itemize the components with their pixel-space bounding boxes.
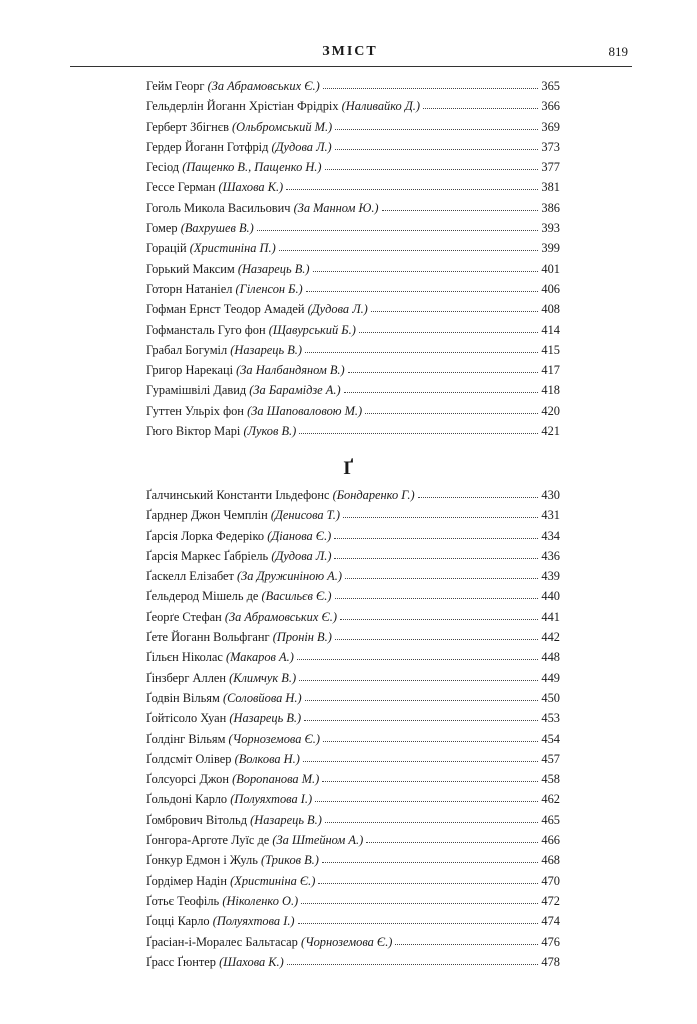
dot-leader	[322, 780, 538, 782]
toc-entry-text	[146, 279, 303, 299]
toc-entry-page: 440	[541, 589, 560, 604]
dot-leader	[299, 432, 538, 434]
toc-entry-page: 420	[541, 403, 560, 418]
toc-entry-page: 430	[541, 488, 560, 502]
toc-entry	[146, 485, 560, 505]
toc-entry-name: Ґольдоні Карло	[146, 792, 228, 807]
toc-entry	[146, 729, 560, 749]
toc-entry-name: Ґрасіан-і-Моралес Бальтасар	[146, 934, 298, 949]
toc-entry-author: (Чорноземова Є.)	[228, 731, 321, 746]
toc-entry	[146, 137, 560, 157]
toc-entry-name: Грабал Богуміл	[146, 342, 228, 357]
toc-entry-text	[146, 566, 342, 586]
dot-leader	[318, 882, 538, 884]
toc-entry-name: Гесіод	[146, 160, 180, 175]
toc-entry	[146, 749, 560, 769]
toc-entry-page: 406	[541, 281, 560, 296]
toc-entry-text	[146, 137, 332, 157]
toc-entry-author: (Васильєв Є.)	[261, 589, 332, 604]
toc-entry-page: 415	[541, 342, 560, 357]
toc-entry-page: 377	[541, 160, 560, 175]
toc-entry-author: (За Налбандяном В.)	[236, 363, 345, 378]
toc-entry-text	[146, 789, 312, 809]
toc-entry	[146, 401, 560, 421]
toc-entry-author: (За Абрамовських Є.)	[207, 79, 320, 93]
dot-leader	[313, 270, 539, 272]
toc-entry-page: 366	[541, 99, 560, 114]
toc-entry-page: 431	[541, 508, 560, 523]
toc-entry-name: Ґолсуорсі Джон	[146, 772, 229, 787]
toc-entry-text	[146, 952, 284, 972]
toc-entry-text	[146, 157, 322, 177]
toc-entry-name: Гердер Йоганн Готфрід	[146, 139, 269, 154]
toc-entry-name: Ґолдсміт Олівер	[146, 751, 232, 766]
toc-entry	[146, 688, 560, 708]
toc-entry	[146, 421, 560, 441]
toc-entry-text	[146, 401, 362, 421]
section-letter: Ґ	[343, 458, 354, 479]
toc-entry-author: (Дудова Л.)	[271, 139, 332, 154]
toc-entry-text	[146, 627, 332, 647]
toc-entry-page: 474	[541, 914, 560, 929]
toc-entry-name: Гельдерлін Йоганн Хрістіан Фрідріх	[146, 99, 339, 114]
dot-leader	[279, 249, 539, 251]
toc-entry-page: 449	[541, 670, 560, 685]
toc-entry	[146, 586, 560, 606]
toc-entry-text	[146, 299, 368, 319]
toc-entry	[146, 279, 560, 299]
toc-entry	[146, 668, 560, 688]
toc-entry-page: 399	[541, 241, 560, 256]
toc-entry	[146, 871, 560, 891]
toc-entry-text	[146, 729, 320, 749]
toc-entry	[146, 320, 560, 340]
toc-entry-name: Ґотьє Теофіль	[146, 893, 220, 908]
dot-leader	[297, 658, 539, 660]
toc-entry-page: 414	[541, 322, 560, 337]
page-header	[70, 44, 630, 68]
toc-entry-page: 478	[541, 954, 560, 969]
toc-entry-text	[146, 769, 319, 789]
toc-entry-text	[146, 238, 276, 258]
toc-entry-name: Ґонгора-Арготе Луїс де	[146, 833, 270, 848]
toc-entry-text	[146, 668, 296, 688]
toc-entry-text	[146, 871, 315, 891]
toc-entry	[146, 708, 560, 728]
dot-leader	[301, 902, 538, 904]
toc-entry-name: Гюго Віктор Марі	[146, 424, 241, 439]
toc-entry-page: 462	[541, 792, 560, 807]
toc-entry-text	[146, 218, 254, 238]
dot-leader	[334, 537, 538, 539]
dot-leader	[348, 371, 539, 373]
toc-entry-text	[146, 505, 340, 525]
dot-leader	[371, 310, 539, 312]
toc-entry-name: Гофмансталь Гуго фон	[146, 322, 266, 337]
toc-entry-author: (Дудова Л.)	[271, 548, 332, 563]
toc-entry-name: Горький Максим	[146, 261, 235, 276]
dot-leader	[323, 87, 539, 89]
toc-entry	[146, 299, 560, 319]
dot-leader	[257, 229, 539, 231]
toc-entry-page: 448	[541, 650, 560, 665]
toc-entry-author: (Полуяхтова І.)	[212, 914, 295, 929]
toc-entry-author: (Дудова Л.)	[307, 302, 368, 317]
toc-entry-author: (Чорноземова Є.)	[300, 934, 393, 949]
toc-entry-page: 365	[541, 79, 560, 93]
toc-entry	[146, 830, 560, 850]
toc-entry-author: (За Абрамовських Є.)	[224, 609, 337, 624]
dot-leader	[325, 821, 539, 823]
dot-leader	[335, 148, 539, 150]
toc-entry-author: (Пащенко В., Пащенко Н.)	[182, 160, 322, 175]
toc-entry-page: 457	[541, 751, 560, 766]
toc-entry-page: 417	[541, 363, 560, 378]
toc-entry-author: (Шахова К.)	[219, 954, 284, 969]
toc-entry	[146, 340, 560, 360]
toc-entry-page: 421	[541, 424, 560, 439]
dot-leader	[335, 638, 539, 640]
toc-entry-author: (Назарець В.)	[250, 812, 322, 827]
toc-entry-text	[146, 340, 302, 360]
toc-entry-text	[146, 810, 322, 830]
toc-entry-name: Герберт Збігнєв	[146, 119, 229, 134]
toc-entry-author: (Щавурський Б.)	[268, 322, 356, 337]
dot-leader	[340, 618, 538, 620]
toc-entry-page: 441	[541, 609, 560, 624]
toc-entry-author: (Наливайко Д.)	[341, 99, 420, 114]
toc-entry-text	[146, 546, 331, 566]
toc-entry-page: 454	[541, 731, 560, 746]
toc-entry-text	[146, 259, 310, 279]
dot-leader	[423, 107, 538, 109]
toc-entry-name: Горацій	[146, 241, 187, 256]
toc-entry-author: (Шахова К.)	[218, 180, 284, 195]
toc-entry-page: 434	[541, 528, 560, 543]
toc-entry-text	[146, 749, 300, 769]
dot-leader	[305, 351, 538, 353]
toc-entry	[146, 218, 560, 238]
toc-entry-text	[146, 320, 356, 340]
toc-entry-author: (Діанова Є.)	[267, 528, 332, 543]
toc-entry-page: 369	[541, 119, 560, 134]
dot-leader	[325, 168, 539, 170]
toc-entry-page: 466	[541, 833, 560, 848]
toc-entry-name: Григор Нарекаці	[146, 363, 234, 378]
toc-entry-page: 408	[541, 302, 560, 317]
toc-entry-text	[146, 830, 363, 850]
toc-entry-author: (За Дружиніною А.)	[237, 569, 342, 584]
dot-leader	[366, 841, 538, 843]
toc-entry	[146, 810, 560, 830]
toc-entry-page: 393	[541, 221, 560, 236]
dot-leader	[322, 861, 539, 863]
toc-entry	[146, 157, 560, 177]
toc-entry-text	[146, 850, 319, 870]
toc-entry-page: 470	[541, 873, 560, 888]
toc-entry	[146, 911, 560, 931]
toc-entry-text	[146, 647, 294, 667]
toc-entry-author: (Пронін В.)	[272, 630, 332, 645]
toc-entry-text	[146, 96, 420, 116]
toc-entry-author: (Ніколенко О.)	[222, 893, 299, 908]
toc-entry-page: 468	[541, 853, 560, 868]
dot-leader	[335, 597, 539, 599]
toc-entry-author: (Полуяхтова І.)	[230, 792, 313, 807]
toc-entry	[146, 546, 560, 566]
toc-entry-page: 465	[541, 812, 560, 827]
dot-leader	[298, 922, 539, 924]
toc-entry	[146, 96, 560, 116]
toc-entry-author: (Христиніна Є.)	[230, 873, 316, 888]
toc-entry-text	[146, 421, 296, 441]
toc-entry-page: 386	[541, 200, 560, 215]
toc-entry	[146, 789, 560, 809]
toc-entry-name: Ґінзберг Аллен	[146, 670, 227, 685]
toc-entry	[146, 566, 560, 586]
toc-entry-author: (Климчук В.)	[229, 670, 297, 685]
toc-entry-name: Гессе Герман	[146, 180, 216, 195]
toc-entry-author: (За Барамідзе А.)	[249, 383, 341, 398]
toc-entry-text	[146, 932, 392, 952]
toc-entry-author: (Назарець В.)	[229, 711, 302, 726]
toc-entry-author: (Волкова Н.)	[234, 751, 300, 766]
toc-entry-page: 476	[541, 934, 560, 949]
toc-entry-author: (Бондаренко Г.)	[332, 488, 415, 502]
toc-entry-page: 450	[541, 690, 560, 705]
dot-leader	[359, 331, 539, 333]
toc-entry-author: (За Манном Ю.)	[293, 200, 379, 215]
dot-leader	[287, 963, 539, 965]
toc-entry-name: Ґодвін Вільям	[146, 690, 220, 705]
toc-entry-text	[146, 586, 332, 606]
toc-entry-text	[146, 526, 331, 546]
toc-entry-name: Ґарсія Лорка Федеріко	[146, 528, 265, 543]
toc-entry	[146, 76, 560, 96]
toc-entry	[146, 627, 560, 647]
toc-entry	[146, 952, 560, 972]
dot-leader	[306, 290, 539, 292]
toc-entry-text	[146, 688, 302, 708]
toc-entry-text	[146, 891, 298, 911]
dot-leader	[418, 496, 539, 498]
toc-entry-author: (Воропанова М.)	[232, 772, 320, 787]
toc-entry-text	[146, 708, 301, 728]
toc-entry-author: (Соловйова Н.)	[222, 690, 302, 705]
toc-entry-name: Ґільєн Ніколас	[146, 650, 223, 665]
toc-entry-page: 472	[541, 893, 560, 908]
toc-entry-name: Ґарднер Джон Чемплін	[146, 508, 268, 523]
toc-entry	[146, 380, 560, 400]
dot-leader	[365, 412, 538, 414]
toc-entry	[146, 932, 560, 952]
toc-entry	[146, 117, 560, 137]
toc-entry	[146, 647, 560, 667]
toc-entry-name: Ґордімер Надін	[146, 873, 228, 888]
toc-entry-author: (Триков В.)	[261, 853, 319, 868]
dot-leader	[343, 516, 538, 518]
toc-entry-name: Гофман Ернст Теодор Амадей	[146, 302, 305, 317]
toc-entry-name: Ґельдерод Мішель де	[146, 589, 259, 604]
toc-entry	[146, 505, 560, 525]
toc-entry-name: Гейм Георг	[146, 79, 205, 93]
toc-entry-author: (За Шаповаловою М.)	[247, 403, 363, 418]
dot-leader	[286, 188, 538, 190]
toc-entry-text	[146, 607, 337, 627]
toc-entry-name: Ґомбрович Вітольд	[146, 812, 248, 827]
dot-leader	[299, 679, 538, 681]
toc-entry-author: (Луков В.)	[243, 424, 297, 439]
toc-entry	[146, 360, 560, 380]
page-number: 819	[608, 44, 628, 59]
toc-entry-page: 401	[541, 261, 560, 276]
toc-entry	[146, 850, 560, 870]
toc-entry-page: 458	[541, 772, 560, 787]
dot-leader	[334, 557, 538, 559]
toc-entry	[146, 198, 560, 218]
toc-entry-name: Гурамішвілі Давид	[146, 383, 247, 398]
dot-leader	[303, 760, 539, 762]
toc-entry-name: Ґолдінг Вільям	[146, 731, 226, 746]
toc-entry-author: (За Штейном А.)	[272, 833, 364, 848]
toc-entry-page: 373	[541, 139, 560, 154]
toc-entry	[146, 259, 560, 279]
toc-entry-name: Ґойтісоло Хуан	[146, 711, 227, 726]
toc-entry-name: Гуттен Ульріх фон	[146, 403, 244, 418]
dot-leader	[382, 209, 539, 211]
toc-entry-text	[146, 76, 320, 96]
toc-entry-name: Гоголь Микола Васильович	[146, 200, 291, 215]
toc-entry-page: 439	[541, 569, 560, 584]
toc-list-after	[146, 485, 560, 972]
toc-entry	[146, 238, 560, 258]
toc-entry-name: Ґонкур Едмон і Жуль	[146, 853, 258, 868]
toc-entry-name: Ґоцці Карло	[146, 914, 210, 929]
toc-entry-text	[146, 911, 295, 931]
dot-leader	[323, 740, 538, 742]
toc-list-before	[146, 76, 560, 441]
toc-entry	[146, 526, 560, 546]
toc-entry-name: Ґалчинський Константи Ільдефонс	[146, 488, 330, 502]
toc-entry-text	[146, 485, 415, 505]
toc-entry-name: Ґете Йоганн Вольфганг	[146, 630, 270, 645]
toc-entry-author: (Ольбромський М.)	[232, 119, 333, 134]
toc-entry-name: Ґеорґе Стефан	[146, 609, 222, 624]
dot-leader	[304, 719, 538, 721]
toc-entry-author: (Христиніна П.)	[189, 241, 276, 256]
toc-entry-page: 442	[541, 630, 560, 645]
toc-entry-text	[146, 117, 332, 137]
header-rule	[70, 66, 632, 67]
toc-entry-author: (Макаров А.)	[226, 650, 294, 665]
toc-entry-text	[146, 177, 283, 197]
dot-leader	[315, 800, 538, 802]
toc-entry-author: (Вахрушев В.)	[180, 221, 254, 236]
toc-entry-name: Ґаскелл Елізабет	[146, 569, 234, 584]
toc-entry-page: 381	[541, 180, 560, 195]
toc-entry-name: Ґрасс Ґюнтер	[146, 954, 216, 969]
dot-leader	[345, 577, 538, 579]
toc-entry-text	[146, 360, 345, 380]
toc-entry-page: 418	[541, 383, 560, 398]
toc-entry-page: 453	[541, 711, 560, 726]
toc-entry-page: 436	[541, 548, 560, 563]
dot-leader	[305, 699, 539, 701]
toc-entry-text	[146, 380, 341, 400]
toc-entry	[146, 769, 560, 789]
dot-leader	[335, 128, 538, 130]
toc-entry-author: (Денисова Т.)	[270, 508, 341, 523]
toc-entry-author: (Назарець В.)	[237, 261, 310, 276]
toc-entry	[146, 891, 560, 911]
toc-entry-author: (Назарець В.)	[230, 342, 302, 357]
toc-entry-text	[146, 198, 379, 218]
toc-entry-name: Гомер	[146, 221, 178, 236]
dot-leader	[344, 391, 539, 393]
toc-entry	[146, 177, 560, 197]
toc-entry-author: (Гіленсон Б.)	[235, 281, 303, 296]
toc-entry-name: Ґарсія Маркес Ґабріель	[146, 548, 269, 563]
dot-leader	[395, 943, 538, 945]
toc-entry	[146, 607, 560, 627]
page-title: ЗМІСТ	[322, 44, 378, 59]
toc-entry-name: Готорн Натаніел	[146, 281, 233, 296]
